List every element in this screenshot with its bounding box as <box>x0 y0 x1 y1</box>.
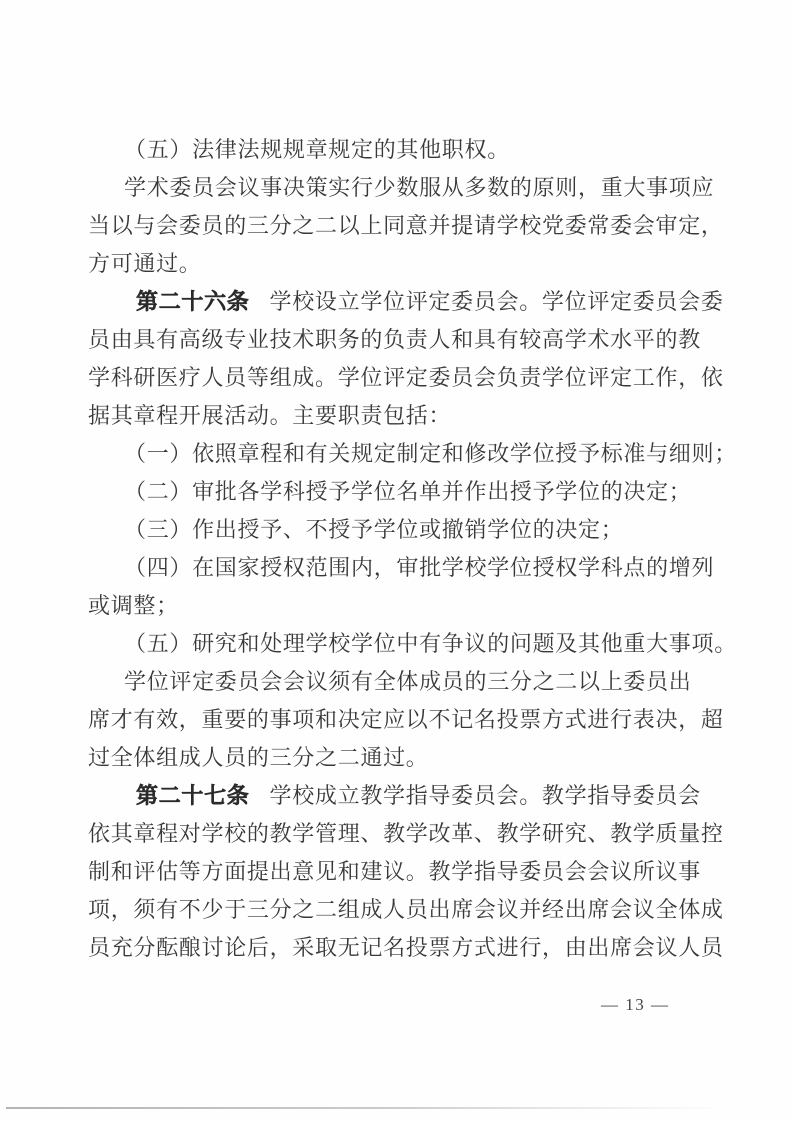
text-line <box>88 853 728 891</box>
line-text: 制和评估等方面提出意见和建议。教学指导委员会会议所议事 <box>88 859 701 884</box>
text-line <box>88 929 728 967</box>
text-line <box>88 815 728 853</box>
line-text: 过全体组成人员的三分之二通过。 <box>88 745 429 770</box>
line-text: 员由具有高级专业技术职务的负责人和具有较高学术水平的教 <box>88 327 701 352</box>
text-line <box>88 777 728 815</box>
text-line <box>88 891 728 929</box>
line-text: 席才有效，重要的事项和决定应以不记名投票方式进行表决，超 <box>88 707 724 732</box>
page-number: — 13 — <box>601 995 670 1014</box>
text-line <box>88 245 728 283</box>
line-text: （二）审批各学科授予学位名单并作出授予学位的决定； <box>124 479 692 504</box>
text-line <box>88 701 728 739</box>
text-line <box>88 283 728 321</box>
text-line <box>88 435 737 473</box>
line-text: 依其章程对学校的教学管理、教学改革、教学研究、教学质量控 <box>88 821 724 846</box>
line-text: 方可通过。 <box>88 251 202 276</box>
line-text: （一）依照章程和有关规定制定和修改学位授予标准与细则； <box>124 441 737 466</box>
text-line <box>88 397 728 435</box>
line-text: 员充分酝酿讨论后，采取无记名投票方式进行，由出席会议人员 <box>88 935 724 960</box>
text-line <box>88 321 728 359</box>
text-line <box>88 207 728 245</box>
text-line <box>88 549 728 587</box>
line-text: 学校设立学位评定委员会。学位评定委员会委 <box>269 289 724 314</box>
line-text: 学位评定委员会会议须有全体成员的三分之二以上委员出 <box>124 669 692 694</box>
text-line <box>88 511 728 549</box>
text-line <box>88 473 728 511</box>
line-text: 学科研医疗人员等组成。学位评定委员会负责学位评定工作，依 <box>88 365 724 390</box>
article-number-label: 第二十六条 <box>136 289 250 314</box>
line-text: （五）研究和处理学校学位中有争议的问题及其他重大事项。 <box>124 631 737 656</box>
text-line <box>88 131 728 169</box>
line-text: （四）在国家授权范围内，审批学校学位授权学科点的增列 <box>124 555 715 580</box>
text-line <box>88 359 728 397</box>
line-text: （五）法律法规规章规定的其他职权。 <box>124 137 510 162</box>
text-line <box>88 625 737 663</box>
scan-edge-artifact <box>6 1107 712 1109</box>
line-text: 项，须有不少于三分之二组成人员出席会议并经出席会议全体成 <box>88 897 724 922</box>
text-line <box>88 739 728 777</box>
article-number-label: 第二十七条 <box>136 783 250 808</box>
line-text: （三）作出授予、不授予学位或撤销学位的决定； <box>124 517 624 542</box>
text-line <box>88 169 728 207</box>
line-text: 学术委员会议事决策实行少数服从多数的原则，重大事项应 <box>124 175 715 200</box>
line-text: 或调整； <box>88 593 179 618</box>
line-text: 据其章程开展活动。主要职责包括： <box>88 403 452 428</box>
text-line <box>88 663 728 701</box>
line-text: 学校成立教学指导委员会。教学指导委员会 <box>269 783 701 808</box>
document-body <box>88 131 737 967</box>
text-line <box>88 587 728 625</box>
line-text: 当以与会委员的三分之二以上同意并提请学校党委常委会审定， <box>88 213 724 238</box>
